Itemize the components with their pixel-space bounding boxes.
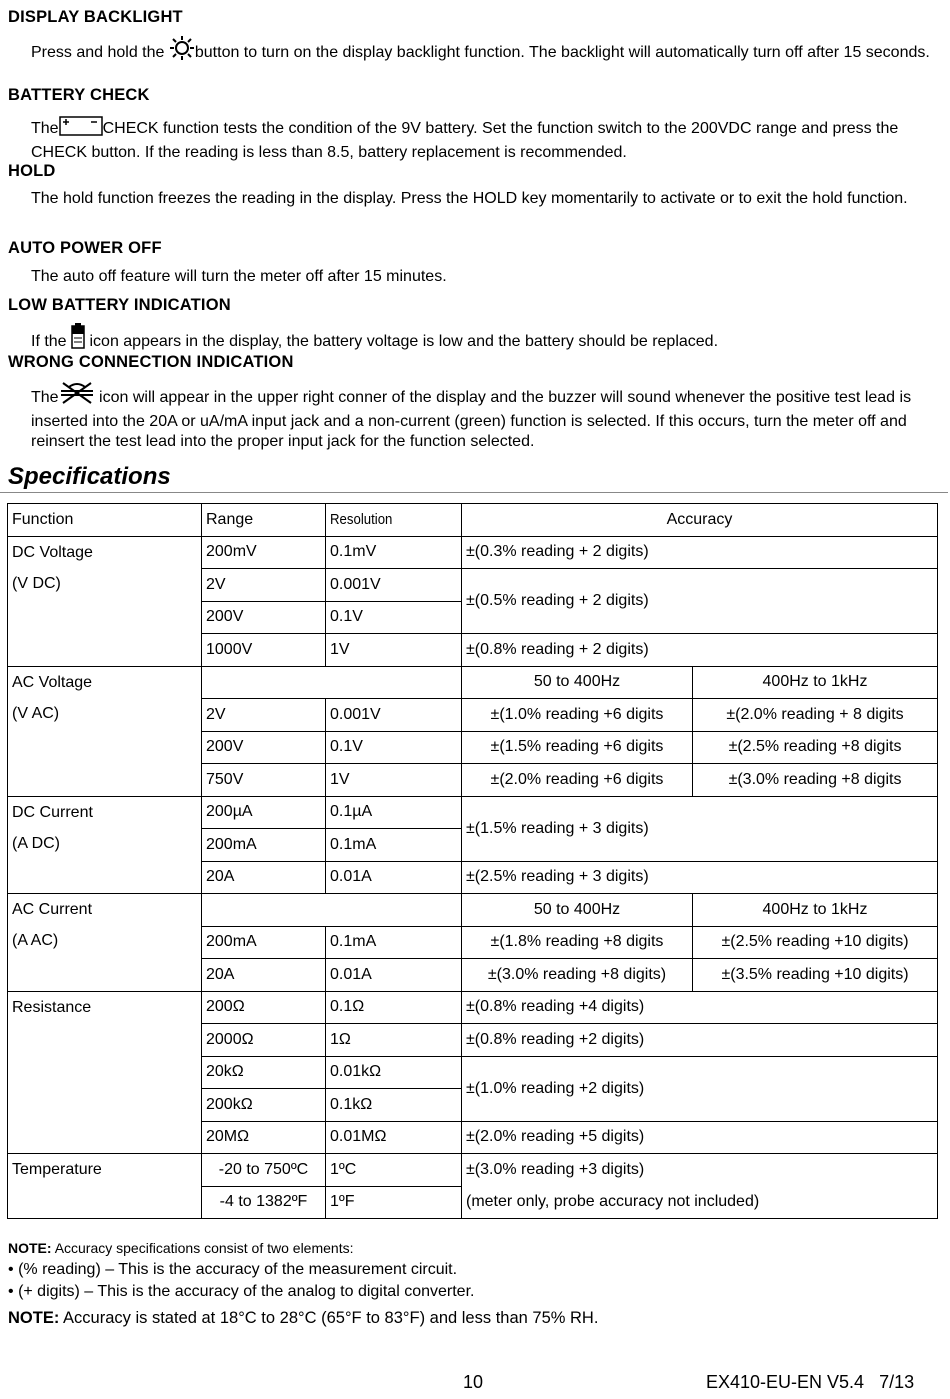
range-cell: 200kΩ bbox=[202, 1089, 326, 1122]
range-cell: 200V bbox=[202, 601, 326, 634]
function-dc-voltage bbox=[8, 536, 202, 666]
function-sublabel: (V AC) bbox=[12, 704, 60, 722]
empty-cell bbox=[202, 666, 462, 699]
paragraph-backlight bbox=[31, 36, 943, 67]
wrong-connection-icon bbox=[59, 381, 95, 412]
range-cell: 200mA bbox=[202, 829, 326, 862]
text: The bbox=[31, 389, 59, 406]
resolution-cell: 0.1mA bbox=[326, 829, 462, 862]
range-cell: 20MΩ bbox=[202, 1121, 326, 1154]
resolution-cell: 0.1Ω bbox=[326, 991, 462, 1024]
header-resolution bbox=[326, 504, 462, 537]
accuracy-cell: (meter only, probe accuracy not included) bbox=[462, 1186, 938, 1219]
low-battery-icon bbox=[71, 323, 85, 356]
range-cell: 2000Ω bbox=[202, 1024, 326, 1057]
range-cell: 750V bbox=[202, 764, 326, 797]
note-label: NOTE: bbox=[8, 1309, 60, 1327]
accuracy-cell: ±(0.3% reading + 2 digits) bbox=[462, 536, 938, 569]
paragraph-wrong-connection bbox=[31, 381, 943, 453]
range-cell: 1000V bbox=[202, 634, 326, 667]
range-cell: 20A bbox=[202, 861, 326, 894]
specifications-title: Specifications bbox=[8, 463, 171, 490]
function-label: Resistance bbox=[12, 998, 92, 1016]
bullet-text: (% reading) – This is the accuracy of the measurement circuit. bbox=[18, 1261, 458, 1278]
bullet-icon: • bbox=[8, 1261, 14, 1278]
function-sublabel: (A AC) bbox=[12, 932, 59, 949]
specifications-table bbox=[7, 503, 938, 1219]
range-cell: 200mV bbox=[202, 536, 326, 569]
note-text: Accuracy is stated at 18°C to 28°C (65°F to 83°F) and less than 75% RH. bbox=[63, 1309, 599, 1327]
text: The bbox=[31, 120, 59, 137]
resolution-cell: 0.1V bbox=[326, 731, 462, 764]
table-row bbox=[8, 536, 938, 569]
bullet-digits bbox=[8, 1283, 474, 1301]
header-accuracy: Accuracy bbox=[462, 504, 938, 537]
resolution-cell: 0.001V bbox=[326, 569, 462, 602]
title-divider bbox=[0, 492, 948, 493]
note-label: NOTE: bbox=[8, 1240, 52, 1256]
heading-low-battery: LOW BATTERY INDICATION bbox=[8, 296, 231, 314]
header-range: Range bbox=[202, 504, 326, 537]
range-cell: -20 to 750ºC bbox=[202, 1154, 326, 1187]
note-text: Accuracy specifications consist of two elements: bbox=[54, 1240, 354, 1256]
note-conditions bbox=[8, 1309, 598, 1328]
function-sublabel: (A DC) bbox=[12, 834, 60, 852]
resolution-cell: 0.1µA bbox=[326, 796, 462, 829]
accuracy-cell: ±(2.0% reading +6 digits bbox=[462, 764, 693, 797]
header-function: Function bbox=[8, 504, 202, 537]
paragraph-battery-check bbox=[31, 114, 943, 163]
table-row bbox=[8, 666, 938, 699]
resolution-cell: 1V bbox=[326, 764, 462, 797]
resolution-cell: 1V bbox=[326, 634, 462, 667]
paragraph-hold: The hold function freezes the reading in the display. Press the HOLD key momentarily to activate or to exit the hold function. bbox=[31, 190, 908, 207]
resolution-cell: 0.1kΩ bbox=[326, 1089, 462, 1122]
resolution-cell: 1ºF bbox=[326, 1186, 462, 1219]
range-cell: 200µA bbox=[202, 796, 326, 829]
accuracy-cell: ±(0.8% reading + 2 digits) bbox=[462, 634, 938, 667]
range-cell: 200V bbox=[202, 731, 326, 764]
accuracy-cell: ±(2.5% reading + 3 digits) bbox=[462, 861, 938, 894]
freq-header-low: 50 to 400Hz bbox=[462, 894, 693, 927]
freq-header-low: 50 to 400Hz bbox=[462, 666, 693, 699]
resolution-cell: 0.1mA bbox=[326, 926, 462, 959]
range-cell: 200mA bbox=[202, 926, 326, 959]
function-ac-current bbox=[8, 894, 202, 992]
bullet-percent-reading bbox=[8, 1261, 457, 1279]
function-dc-current bbox=[8, 796, 202, 894]
heading-wrong-connection: WRONG CONNECTION INDICATION bbox=[8, 353, 294, 371]
table-row bbox=[8, 894, 938, 927]
backlight-bulb-icon bbox=[169, 36, 195, 67]
accuracy-cell: ±(1.0% reading +6 digits bbox=[462, 699, 693, 732]
table-row bbox=[8, 1154, 938, 1187]
accuracy-cell: ±(0.8% reading +2 digits) bbox=[462, 1024, 938, 1057]
resolution-cell: 0.01A bbox=[326, 959, 462, 992]
function-label: AC Voltage bbox=[12, 673, 93, 691]
freq-header-high: 400Hz to 1kHz bbox=[693, 666, 938, 699]
accuracy-cell: ±(2.5% reading +8 digits bbox=[693, 731, 938, 764]
accuracy-cell: ±(3.0% reading +3 digits) bbox=[462, 1154, 938, 1187]
accuracy-cell: ±(2.0% reading + 8 digits bbox=[693, 699, 938, 732]
accuracy-cell: ±(0.5% reading + 2 digits) bbox=[462, 569, 938, 634]
freq-header-high: 400Hz to 1kHz bbox=[693, 894, 938, 927]
accuracy-cell: ±(3.0% reading +8 digits) bbox=[462, 959, 693, 992]
range-cell: 20kΩ bbox=[202, 1056, 326, 1089]
resolution-cell: 0.001V bbox=[326, 699, 462, 732]
range-cell: 200Ω bbox=[202, 991, 326, 1024]
heading-display-backlight: DISPLAY BACKLIGHT bbox=[8, 8, 183, 26]
heading-auto-power-off: AUTO POWER OFF bbox=[8, 239, 162, 257]
bullet-text: (+ digits) – This is the accuracy of the analog to digital converter. bbox=[18, 1283, 475, 1300]
range-cell: -4 to 1382ºF bbox=[202, 1186, 326, 1219]
function-temperature bbox=[8, 1154, 202, 1219]
resolution-cell: 1Ω bbox=[326, 1024, 462, 1057]
resolution-cell: 0.1mV bbox=[326, 536, 462, 569]
function-label: AC Current bbox=[12, 901, 93, 918]
function-label: Temperature bbox=[12, 1161, 102, 1178]
page-number: 10 bbox=[463, 1372, 484, 1392]
function-ac-voltage bbox=[8, 666, 202, 796]
accuracy-cell: ±(3.5% reading +10 digits) bbox=[693, 959, 938, 992]
battery-icon bbox=[59, 114, 103, 143]
function-sublabel: (V DC) bbox=[12, 574, 61, 592]
table-header-row bbox=[8, 504, 938, 537]
text: button to turn on the display backlight function. The backlight will automatically turn off after 15 seconds. bbox=[194, 44, 930, 61]
function-label: DC Voltage bbox=[12, 543, 93, 561]
note-accuracy-elements bbox=[8, 1240, 353, 1256]
accuracy-cell: ±(0.8% reading +4 digits) bbox=[462, 991, 938, 1024]
resolution-label: Resolution bbox=[330, 510, 393, 528]
text: Press and hold the bbox=[31, 44, 165, 61]
text: icon will appear in the upper right conner of the display and the buzzer will sound whenever the positive test lead is inserted into the 20A or uA/mA input jack and a non-current (green) function is selected. If this occurs, turn the meter off and reinsert the test lead into the proper input jack for the function selected. bbox=[31, 389, 912, 450]
table-row bbox=[8, 991, 938, 1024]
paragraph-low-battery bbox=[31, 323, 943, 356]
document-version: EX410-EU-EN V5.4 7/13 bbox=[706, 1372, 915, 1392]
heading-battery-check: BATTERY CHECK bbox=[8, 86, 150, 104]
accuracy-cell: ±(1.0% reading +2 digits) bbox=[462, 1056, 938, 1121]
text: icon appears in the display, the battery voltage is low and the battery should be replaced. bbox=[89, 333, 719, 350]
text: If the bbox=[31, 333, 67, 350]
accuracy-cell: ±(2.0% reading +5 digits) bbox=[462, 1121, 938, 1154]
range-cell: 2V bbox=[202, 699, 326, 732]
paragraph-auto-power-off: The auto off feature will turn the meter off after 15 minutes. bbox=[31, 268, 447, 285]
text: CHECK function tests the condition of the 9V battery. Set the function switch to the 200VDC range and press the CHECK button. If the reading is less than 8.5, battery replacement is recommended. bbox=[31, 120, 899, 161]
bullet-icon: • bbox=[8, 1283, 14, 1300]
resolution-cell: 0.01kΩ bbox=[326, 1056, 462, 1089]
accuracy-cell: ±(1.8% reading +8 digits bbox=[462, 926, 693, 959]
accuracy-cell: ±(3.0% reading +8 digits bbox=[693, 764, 938, 797]
resolution-cell: 0.01MΩ bbox=[326, 1121, 462, 1154]
resolution-cell: 1ºC bbox=[326, 1154, 462, 1187]
resolution-cell: 0.1V bbox=[326, 601, 462, 634]
range-cell: 2V bbox=[202, 569, 326, 602]
range-cell: 20A bbox=[202, 959, 326, 992]
table-row bbox=[8, 796, 938, 829]
resolution-cell: 0.01A bbox=[326, 861, 462, 894]
accuracy-cell: ±(1.5% reading + 3 digits) bbox=[462, 796, 938, 861]
empty-cell bbox=[202, 894, 462, 927]
accuracy-cell: ±(2.5% reading +10 digits) bbox=[693, 926, 938, 959]
heading-hold: HOLD bbox=[8, 162, 56, 180]
function-resistance bbox=[8, 991, 202, 1154]
accuracy-cell: ±(1.5% reading +6 digits bbox=[462, 731, 693, 764]
function-label: DC Current bbox=[12, 803, 93, 821]
